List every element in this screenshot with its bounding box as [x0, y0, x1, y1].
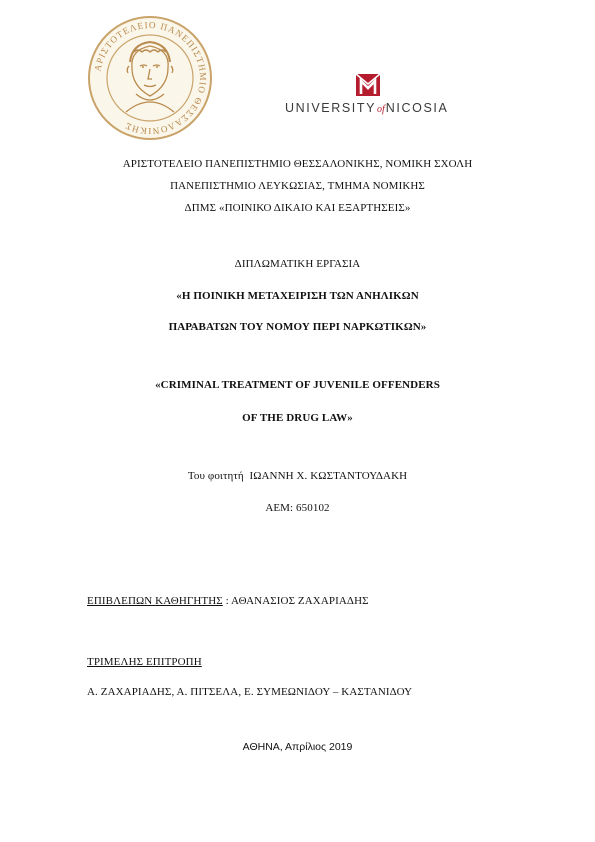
svg-text:ΑΡΙΣΤΟΤΕΛΕΙΟ ΠΑΝΕΠΙΣΤΗΜΙΟ ΘΕΣΣ: ΑΡΙΣΤΟΤΕΛΕΙΟ ΠΑΝΕΠΙΣΤΗΜΙΟ ΘΕΣΣΑΛΟΝΙΚΗΣ [92, 19, 209, 137]
nicosia-emblem-icon [356, 74, 380, 96]
student-line [0, 470, 595, 482]
header-line-university-thessaloniki: ΑΡΙΣΤΟΤΕΛΕΙΟ ΠΑΝΕΠΙΣΤΗΜΙΟ ΘΕΣΣΑΛΟΝΙΚΗΣ, ΝΟΜΙΚΗ ΣΧΟΛΗ [122, 158, 473, 170]
thesis-title-greek-line2: ΠΑΡΑΒΑΤΩΝ ΤΟΥ ΝΟΜΟΥ ΠΕΡΙ ΝΑΡΚΩΤΙΚΩΝ» [168, 321, 427, 333]
nicosia-wordmark-university: UNIVERSITY [285, 101, 377, 115]
thesis-title-english-line1: «CRIMINAL TREATMENT OF JUVENILE OFFENDERS [155, 379, 440, 391]
university-of-nicosia-logo [285, 74, 457, 118]
student-name: ΙΩΑΝΝΗ Χ. ΚΩΣΤΑΝΤΟΥΔΑΚΗ [249, 470, 408, 482]
supervisor-label: ΕΠΙΒΛΕΠΩΝ ΚΑΘΗΓΗΤΗΣ [87, 595, 223, 607]
nicosia-wordmark-of: of [377, 104, 385, 115]
thesis-title-greek-line1: «Η ΠΟΙΝΙΚΗ ΜΕΤΑΧΕΙΡΙΣΗ ΤΩΝ ΑΝΗΛΙΚΩΝ [176, 290, 419, 302]
committee-label: ΤΡΙΜΕΛΗΣ ΕΠΙΤΡΟΠΗ [87, 656, 202, 668]
thesis-type: ΔΙΠΛΩΜΑΤΙΚΗ ΕΡΓΑΣΙΑ [234, 258, 361, 270]
aristotle-university-seal [86, 14, 214, 142]
student-aem: ΑΕΜ: 650102 [265, 502, 330, 514]
header-line-university-nicosia: ΠΑΝΕΠΙΣΤΗΜΙΟ ΛΕΥΚΩΣΙΑΣ, ΤΜΗΜΑ ΝΟΜΙΚΗΣ [170, 180, 425, 192]
nicosia-wordmark [285, 101, 448, 115]
student-label: Του φοιτητή [187, 470, 244, 482]
thesis-title-english-line2: OF THE DRUG LAW» [242, 412, 353, 424]
nicosia-wordmark-nicosia: NICOSIA [385, 101, 449, 115]
place-and-date: ΑΘΗΝΑ, Απρίλιος 2019 [242, 741, 353, 753]
committee-members: Α. ΖΑΧΑΡΙΑΔΗΣ, Α. ΠΙΤΣΕΛΑ, Ε. ΣΥΜΕΩΝΙΔΟΥ – ΚΑΣΤΑΝΙΔΟΥ [87, 686, 413, 698]
supervisor-name: : ΑΘΑΝΑΣΙΟΣ ΖΑΧΑΡΙΑΔΗΣ [222, 595, 369, 607]
header-line-programme: ΔΠΜΣ «ΠΟΙΝΙΚΟ ΔΙΚΑΙΟ ΚΑΙ ΕΞΑΡΤΗΣΕΙΣ» [184, 202, 411, 214]
supervisor-line [87, 595, 369, 607]
